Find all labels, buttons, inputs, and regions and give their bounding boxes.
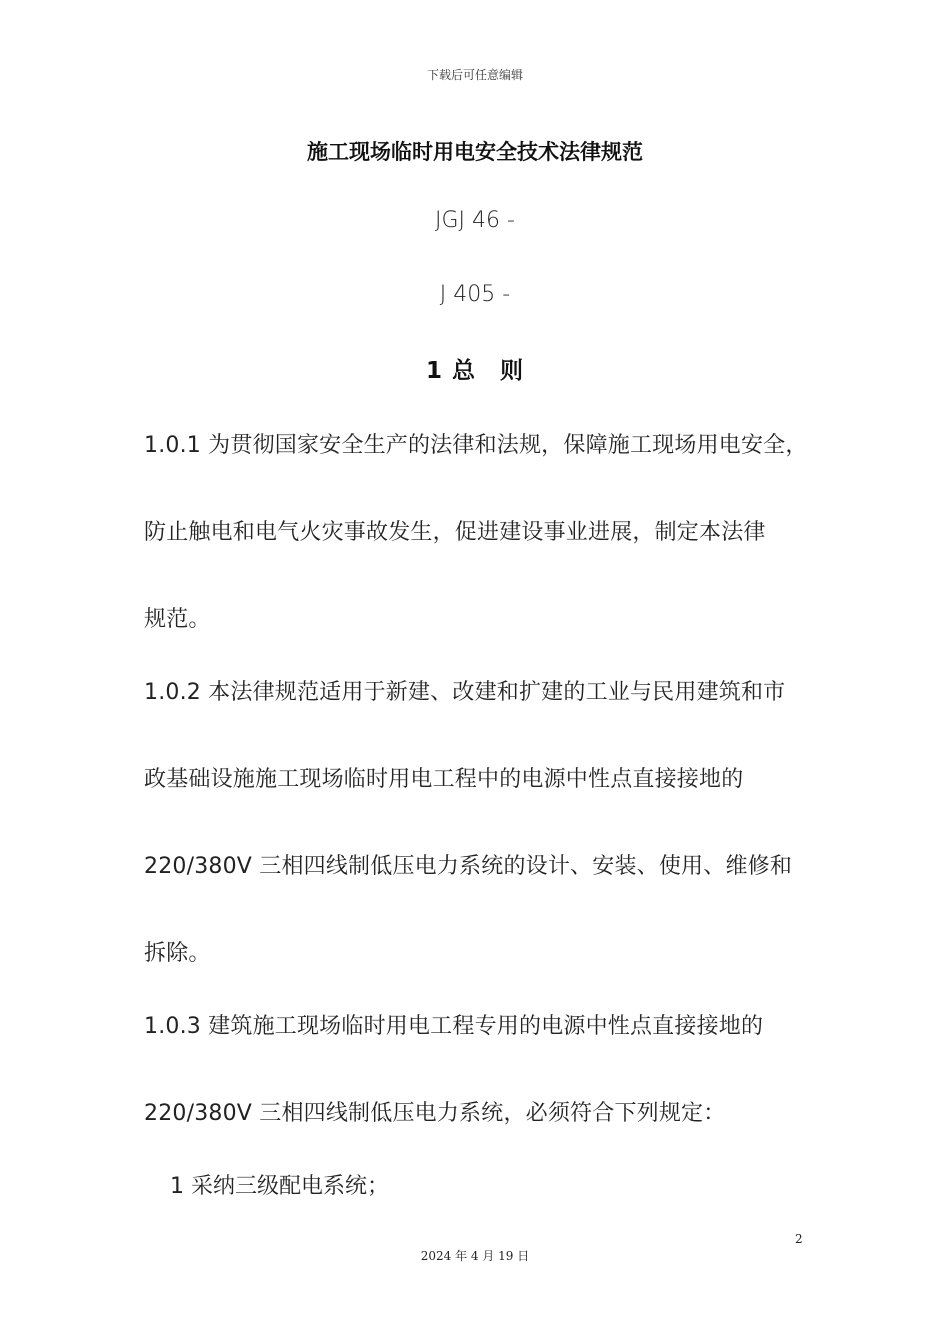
chapter-heading: 1 总 则 (425, 358, 524, 384)
body-line-5: 政基础设施施工现场临时用电工程中的电源中性点直接接地的 (144, 767, 744, 792)
list-item-1: 1 采纳三级配电系统； (170, 1174, 389, 1199)
standard-code-j: J 405 - (439, 282, 511, 307)
body-line-4: 1.0.2 本法律规范适用于新建、改建和扩建的工业与民用建筑和市 (144, 680, 786, 705)
document-title: 施工现场临时用电安全技术法律规范 (307, 140, 643, 164)
standard-code-jgj: JGJ 46 - (435, 208, 515, 233)
body-line-7: 拆除。 (144, 941, 211, 966)
body-line-2: 防止触电和电气火灾事故发生，促进建设事业进展，制定本法律 (144, 520, 766, 545)
page-number: 2 (795, 1232, 803, 1246)
body-line-8: 1.0.3 建筑施工现场临时用电工程专用的电源中性点直接接地的 (144, 1014, 764, 1039)
footer-date: 2024 年 4 月 19 日 (420, 1249, 530, 1263)
body-line-3: 规范。 (144, 607, 211, 632)
body-line-1: 1.0.1 为贯彻国家安全生产的法律和法规，保障施工现场用电安全， (144, 433, 808, 458)
body-line-9: 220/380V 三相四线制低压电力系统，必须符合下列规定： (144, 1101, 726, 1126)
body-line-6: 220/380V 三相四线制低压电力系统的设计、安装、使用、维修和 (144, 854, 793, 879)
header-note: 下载后可任意编辑 (426, 68, 523, 82)
